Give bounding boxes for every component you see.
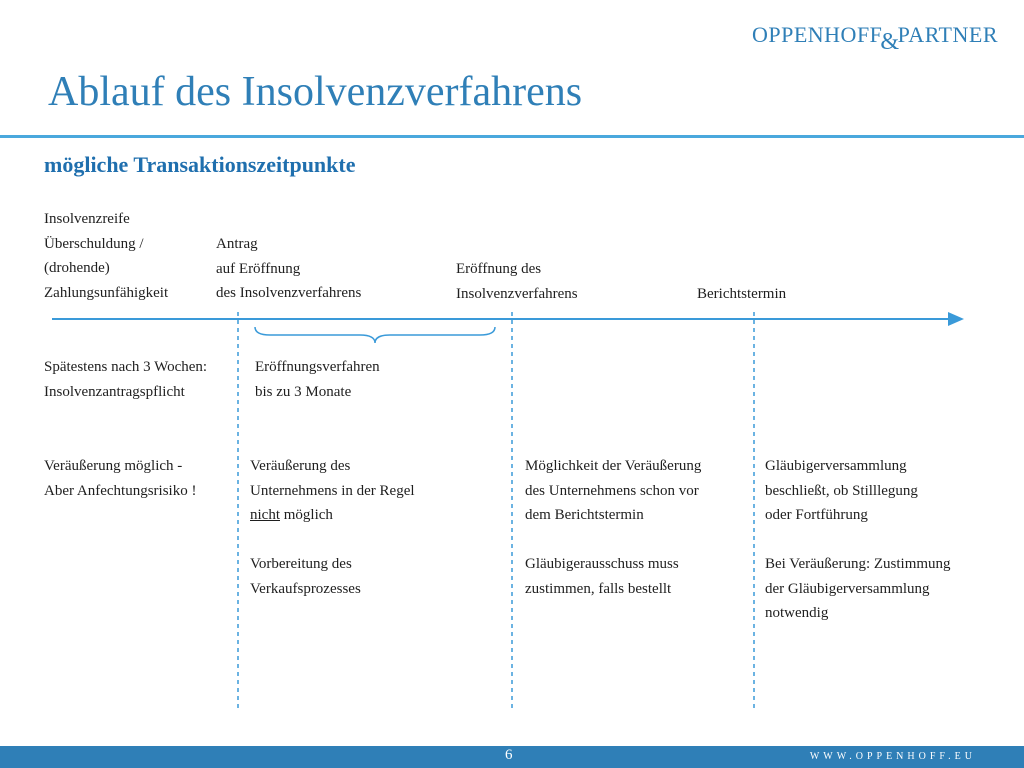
logo-part1: OPPENHOFF: [751, 22, 883, 47]
page-subtitle: mögliche Transaktionszeitpunkte: [44, 152, 356, 177]
milestone-application-label: Antrag auf Eröffnung des Insolvenzverfahrens: [216, 236, 362, 301]
column-2-underlined: nicht: [250, 507, 280, 523]
footer-bar: [0, 746, 1024, 768]
column-2-text-a: Veräußerung des Unternehmens in der Regel: [250, 458, 415, 499]
timeline-arrowhead: [948, 312, 964, 326]
column-2-text-b: möglich Vorbereitung des Verkaufsprozesses: [250, 507, 361, 597]
page-title: Ablauf des Insolvenzverfahrens: [48, 69, 583, 115]
column-3-text: Möglichkeit der Veräußerung des Unternehmens schon vor dem Berichtstermin Gläubigerausschuss muss zustimmen, falls bestellt: [525, 458, 702, 597]
column-1-text: Veräußerung möglich - Aber Anfechtungsrisiko !: [44, 458, 197, 499]
company-logo: [751, 22, 998, 55]
logo-part2: PARTNER: [897, 22, 998, 47]
milestone-insolvency-label: Insolvenzreife Überschuldung / (drohende) Zahlungsunfähigkeit: [44, 211, 169, 301]
column-4-text: Gläubigerversammlung beschließt, ob Stilllegung oder Fortführung Bei Veräußerung: Zustimmung der Gläubigerversammlung notwendig: [765, 458, 951, 621]
milestone-report-label: Berichtstermin: [697, 286, 787, 302]
footer-url: WWW.OPPENHOFF.EU: [809, 751, 976, 762]
title-divider: [0, 135, 1024, 138]
phase-middle-text: Eröffnungsverfahren bis zu 3 Monate: [255, 359, 380, 400]
milestone-opening-label: Eröffnung des Insolvenzverfahrens: [456, 261, 578, 302]
column-2-text: [250, 454, 415, 601]
opening-phase-brace: [255, 327, 495, 343]
logo-ampersand: &: [880, 29, 900, 55]
page-number: 6: [505, 747, 513, 763]
phase-left-text: Spätestens nach 3 Wochen: Insolvenzantragspflicht: [44, 359, 208, 400]
